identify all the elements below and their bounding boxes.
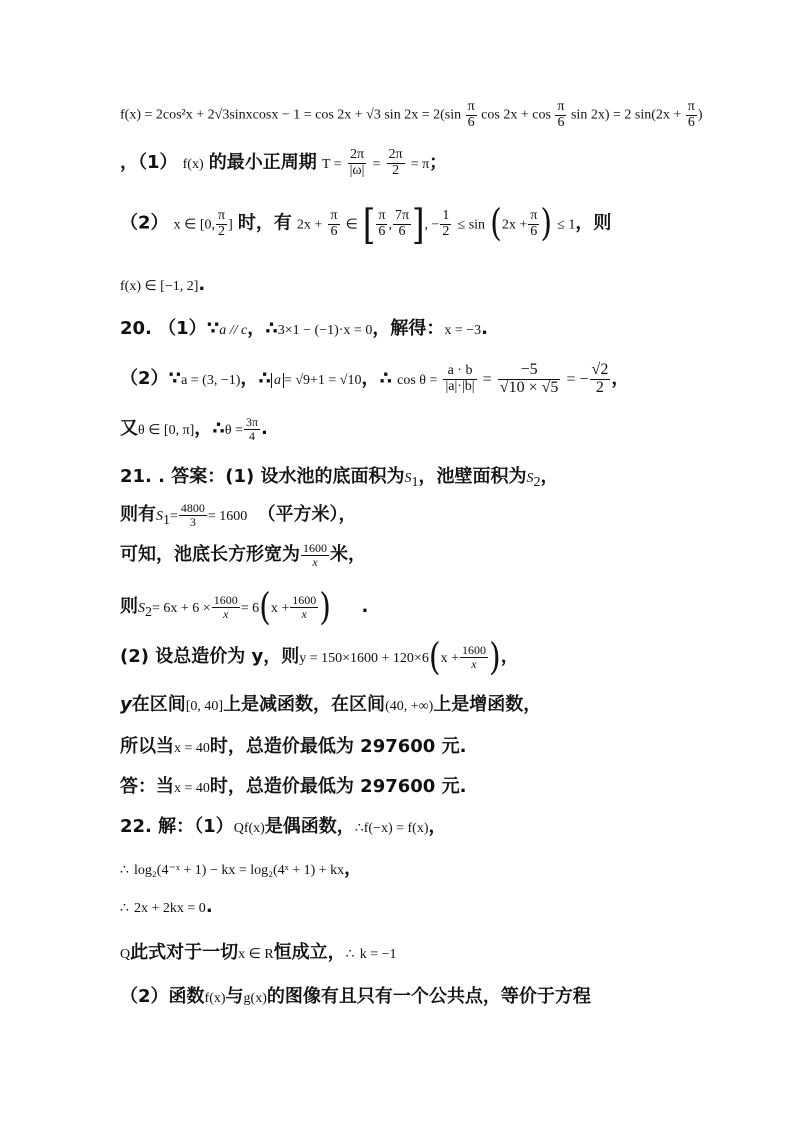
line-q20-part1: 20. （1）∵a // c，∴3×1 − (−1)·x = 0，解得：x = −3. [120,318,488,339]
fraction: $\frac{7\pi}{6}$ [394,207,410,239]
line-range-result: f(x) ∈ [−1, 2]. [120,274,206,295]
fraction: $\frac{\pi}{6}$ [530,207,538,239]
expr-middle: cos 2x + cos [481,107,551,123]
line-q22-part1: 22. 解：（1）Qf(x)是偶函数，∴f(−x) = f(x)， [120,816,447,837]
f-of-x: f(x) [182,157,204,172]
f-expansion: f(x) = 2cos²x + 2√3sinxcosx − 1 = cos 2x + √3 sin 2x = 2(sin [120,107,462,123]
line-simplify: ∴ 2x + 2kx = 0. [120,896,213,917]
fraction: $\frac{1600}{x}$ [292,593,317,621]
line-answer: 答：当x = 40时，总造价最低为 297600 元. [120,776,467,797]
fraction: $\frac{\pi}{6}$ [378,207,386,239]
line-f-definition: f(x) = 2cos²x + 2√3sinxcosx − 1 = cos 2x + √3 sin 2x = 2(sin $\frac{\pi}{6}$ cos 2x + cos $\frac{\pi}{6}$ sin 2x) = 2 sin(2x + $\frac{\pi}{6}$ ) [120,99,703,130]
fraction: $\frac{\pi}{6}$ [467,99,475,130]
expr-middle-2: sin 2x) = 2 sin(2x + [570,107,682,123]
fraction: $\frac{2\pi}{2}$ [388,147,403,178]
line-s2: 则$S_2= 6x + 6$ × $\frac{1600}{x}$ = 6(x + $\frac{1600}{x}$ ) . [120,585,369,629]
line-s1: 则有$S_1=$ $\frac{4800}{3}$ = 1600 （平方米）， [120,501,357,529]
line-theta: 又θ ∈ [0, π]，∴θ = $\frac{3\pi}{4}$ . [120,415,268,443]
line-monotonic: y在区间[0, 40]上是减函数，在区间(40, +∞)上是增函数， [120,694,542,715]
fraction: $\frac{-5}{√10 \times √5}$ [499,361,559,396]
fraction: $\frac{1600}{x}$ [461,643,486,671]
fraction: $\frac{\pi}{6}$ [557,99,565,130]
line-total-cost: (2) 设总造价为 y，则y = 150×1600 + 120×6(x + $\frac{1600}{x}$ )， [120,635,519,679]
line-k-value: Q此式对于一切x ∈ R恒成立，∴ k = −1 [120,942,397,963]
fraction: $\frac{\pi}{6}$ [687,99,695,130]
fraction: $\frac{1600}{x}$ [213,593,238,621]
line-range-condition: （2） x ∈ [0, $\frac{\pi}{2}$ ] 时，有 2x + $\frac{\pi}{6}$ ∈ [ $\frac{\pi}{6}$ , $\frac{7\pi}{6}$ ], − $\frac{1}{2}$ ≤ sin (2x + $\frac{\pi}{6}$ ) ≤ 1，则 [120,199,612,249]
fraction: $\frac{a \cdot b}{|a|\cdot|b|}$ [445,363,475,394]
fraction: $\frac{2\pi}{|\omega|}$ [349,147,365,178]
line-q20-part2: （2）∵a = (3, −1)，∴ a = √9+1 = √10，∴ cos θ = $\frac{a \cdot b}{|a|\cdot|b|}$ = $\frac{-5}{√10 \times √5}$ = − $\frac{√2}{2}$ ， [120,361,630,396]
fraction: $\frac{3\pi}{4}$ [245,415,258,443]
line-min-cost: 所以当x = 40时，总造价最低为 297600 元. [120,736,467,757]
fraction: $\frac{1}{2}$ [442,207,450,239]
fraction: $\frac{√2}{2}$ [591,361,609,396]
fraction: $\frac{\pi}{6}$ [330,207,338,239]
line-q21-answer: 21. . 答案：(1) 设水池的底面积为$S_1$，池壁面积为$S_2$， [120,466,559,491]
fraction: $\frac{\pi}{2}$ [217,207,226,239]
line-q22-part2: （2）函数f(x)与g(x)的图像有且只有一个公共点，等价于方程 [120,986,591,1007]
line-log-equation: ∴ log₂(4⁻ˣ + 1) − kx = log₂(4ˣ + 1) + kx， [120,858,363,879]
line-width: 可知，池底长方形宽为 $\frac{1600}{x}$ 米， [120,541,366,569]
line-period: ，（1） f(x) 的最小正周期 T = $\frac{2\pi}{|\omega|}$ = $\frac{2\pi}{2}$ = π； [120,147,448,178]
fraction: $\frac{4800}{3}$ [180,501,205,529]
fraction: $\frac{1600}{x}$ [303,541,327,569]
